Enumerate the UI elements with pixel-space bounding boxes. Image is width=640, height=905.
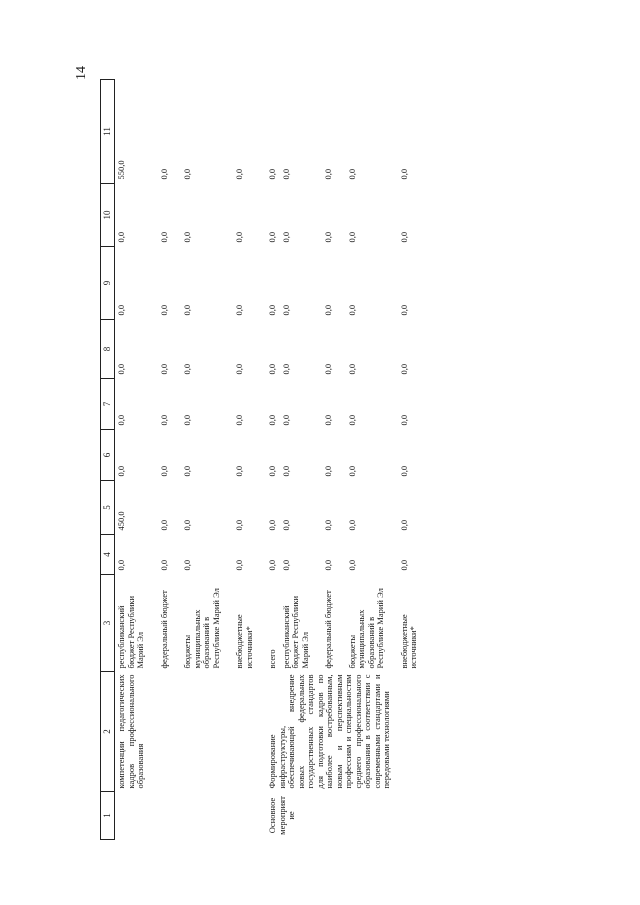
value-cell: 0,0 [267, 168, 278, 180]
value-cell: 0,0 [280, 465, 291, 477]
funding-source: внебюджетные источники* [234, 614, 254, 669]
value-cell: 0,0 [323, 414, 334, 426]
value-cell: 0,0 [267, 519, 278, 531]
activity-type [115, 792, 257, 840]
value-cell: 0,0 [116, 231, 126, 243]
funding-source: республиканский бюджет Республики Марий Эл [280, 595, 310, 669]
value-cell: 0,0 [158, 519, 169, 531]
value-cell: 0,0 [398, 465, 409, 477]
value-cell: 0,0 [116, 363, 126, 375]
value-cell: 0,0 [182, 465, 193, 477]
value-cell: 0,0 [346, 559, 357, 571]
col-header: 10 [101, 184, 115, 247]
funding-source: внебюджетные источники* [398, 614, 419, 669]
value-cell: 0,0 [182, 168, 193, 180]
value-cell: 0,0 [346, 168, 357, 180]
value-cell: 0,0 [267, 414, 278, 426]
table-row [256, 80, 280, 840]
value-cell: 0,0 [323, 231, 334, 243]
value-cell: 0,0 [158, 304, 169, 316]
activity-description: Формирование инфраструктуры, обеспечивающей внедрение новых федеральных государственных стандартов для подготовки кадров по наиболее востребованным, новым и перспективным профессиям и специальностям среднего профессионального образования в соответствии с современными стандартами и передовыми технологиями [267, 674, 392, 789]
value-cell: 0,0 [323, 465, 334, 477]
col-header: 6 [101, 430, 115, 481]
value-cell: 0,0 [267, 363, 278, 375]
value-cell: 0,0 [346, 304, 357, 316]
value-cell: 0,0 [158, 168, 169, 180]
value-cell: 0,0 [346, 363, 357, 375]
col-header: 3 [101, 575, 115, 672]
value-cell: 0,0 [158, 363, 169, 375]
value-cell: 0,0 [280, 363, 291, 375]
value-cell: 0,0 [346, 231, 357, 243]
funding-source: бюджеты муниципальных образований в Республике Марий Эл [346, 588, 386, 669]
value-cell: 0,0 [323, 168, 334, 180]
value-cell: 0,0 [234, 304, 245, 316]
value-cell: 0,0 [280, 414, 291, 426]
funding-source: федеральный бюджет [323, 590, 334, 669]
rotated-page-content [100, 80, 630, 840]
value-cell: 0,0 [323, 304, 334, 316]
value-cell: 0,0 [398, 304, 409, 316]
value-cell: 0,0 [158, 559, 169, 571]
value-cell: 0,0 [323, 559, 334, 571]
value-cell: 0,0 [398, 231, 409, 243]
funding-source: бюджеты муниципальных образований в Республике Марий Эл [182, 588, 221, 669]
budget-table [100, 79, 421, 840]
value-cell: 0,0 [182, 363, 193, 375]
activity-description: компетенции педагогических кадров профессионального образования [116, 674, 146, 789]
value-cell: 0,0 [323, 519, 334, 531]
value-cell: 550,0 [116, 160, 126, 180]
value-cell: 0,0 [267, 465, 278, 477]
value-cell: 0,0 [280, 559, 291, 571]
value-cell: 0,0 [234, 231, 245, 243]
col-header: 4 [101, 535, 115, 575]
value-cell: 0,0 [280, 168, 291, 180]
value-cell: 0,0 [267, 304, 278, 316]
col-header: 7 [101, 379, 115, 430]
table-row [115, 80, 148, 840]
value-cell: 0,0 [116, 304, 126, 316]
value-cell: 0,0 [158, 414, 169, 426]
value-cell: 0,0 [398, 559, 409, 571]
value-cell: 0,0 [346, 414, 357, 426]
page-number: 14 [74, 66, 89, 80]
value-cell: 0,0 [234, 519, 245, 531]
col-header: 9 [101, 247, 115, 320]
value-cell: 0,0 [234, 168, 245, 180]
activity-type: Основное мероприятие [267, 796, 297, 835]
value-cell: 0,0 [280, 231, 291, 243]
value-cell: 0,0 [267, 231, 278, 243]
value-cell: 0,0 [398, 363, 409, 375]
value-cell: 0,0 [280, 519, 291, 531]
value-cell: 0,0 [158, 465, 169, 477]
col-header: 11 [101, 80, 115, 184]
col-header: 8 [101, 320, 115, 379]
funding-source: всего [267, 649, 278, 669]
value-cell: 0,0 [182, 559, 193, 571]
value-cell: 0,0 [234, 465, 245, 477]
value-cell: 0,0 [346, 519, 357, 531]
value-cell: 0,0 [280, 304, 291, 316]
value-cell: 0,0 [323, 363, 334, 375]
value-cell: 0,0 [182, 231, 193, 243]
value-cell: 0,0 [234, 559, 245, 571]
value-cell: 0,0 [182, 519, 193, 531]
funding-source: республиканский бюджет Республики Марий Эл [116, 595, 146, 669]
value-cell: 0,0 [116, 414, 126, 426]
col-header: 2 [101, 672, 115, 792]
value-cell: 0,0 [116, 465, 126, 477]
value-cell: 0,0 [234, 363, 245, 375]
value-cell: 0,0 [398, 414, 409, 426]
value-cell: 0,0 [116, 559, 126, 571]
column-number-row [101, 80, 115, 840]
value-cell: 0,0 [158, 231, 169, 243]
value-cell: 0,0 [234, 414, 245, 426]
value-cell: 0,0 [346, 465, 357, 477]
value-cell: 0,0 [398, 519, 409, 531]
funding-source: федеральный бюджет [158, 590, 169, 669]
col-header: 1 [101, 792, 115, 840]
value-cell: 0,0 [182, 304, 193, 316]
col-header: 5 [101, 481, 115, 535]
value-cell: 0,0 [398, 168, 409, 180]
value-cell: 0,0 [267, 559, 278, 571]
value-cell: 450,0 [116, 511, 126, 531]
value-cell: 0,0 [182, 414, 193, 426]
